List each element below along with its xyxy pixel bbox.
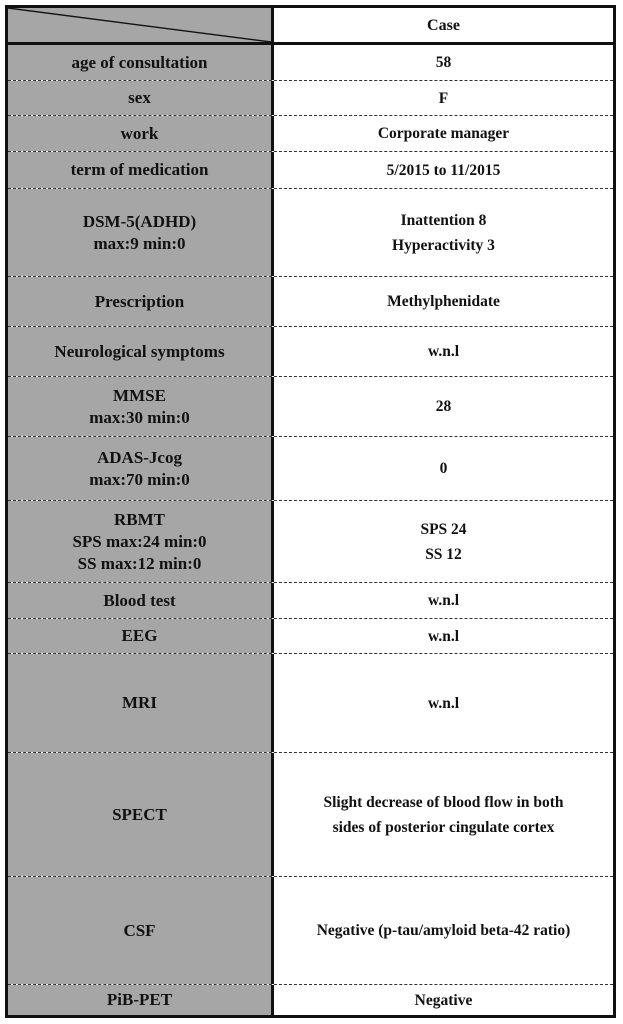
row-value: Negative xyxy=(274,985,613,1015)
row-label: SPECT xyxy=(8,753,274,876)
table-row-eeg xyxy=(8,619,613,654)
value-line: SS 12 xyxy=(425,545,462,563)
row-label xyxy=(8,377,274,436)
table-row-mmse xyxy=(8,377,613,437)
table-row-csf xyxy=(8,877,613,985)
row-value: 58 xyxy=(274,45,613,80)
row-label xyxy=(8,437,274,500)
row-label: Prescription xyxy=(8,277,274,326)
label-line: max:70 min:0 xyxy=(89,469,190,489)
row-label: term of medication xyxy=(8,152,274,188)
row-value: Negative (p-tau/amyloid beta-42 ratio) xyxy=(274,877,613,984)
row-value: 0 xyxy=(274,437,613,500)
label-line: max:9 min:0 xyxy=(93,233,186,253)
row-value: w.n.l xyxy=(274,619,613,653)
row-value xyxy=(274,753,613,876)
table-row-spect xyxy=(8,753,613,877)
row-label xyxy=(8,501,274,582)
row-value: 28 xyxy=(274,377,613,436)
row-label: age of consultation xyxy=(8,45,274,80)
label-line: MMSE xyxy=(113,385,166,405)
row-label xyxy=(8,189,274,276)
label-line: SS max:12 min:0 xyxy=(77,553,202,573)
table-row-rbmt xyxy=(8,501,613,583)
label-line: max:30 min:0 xyxy=(89,407,190,427)
row-label: MRI xyxy=(8,654,274,752)
row-value xyxy=(274,501,613,582)
table-row-age xyxy=(8,45,613,81)
table-row-mri xyxy=(8,654,613,753)
label-line: DSM-5(ADHD) xyxy=(82,211,197,231)
table-row-pib-pet xyxy=(8,985,613,1015)
table-row-adas-jcog xyxy=(8,437,613,501)
table-header-row xyxy=(8,8,613,45)
row-label: EEG xyxy=(8,619,274,653)
row-value: w.n.l xyxy=(274,327,613,376)
row-label: CSF xyxy=(8,877,274,984)
row-value xyxy=(274,189,613,276)
corner-cell xyxy=(8,8,274,42)
row-value: Corporate manager xyxy=(274,116,613,151)
table-row-sex xyxy=(8,81,613,116)
row-label: Blood test xyxy=(8,583,274,618)
value-line: sides of posterior cingulate cortex xyxy=(332,818,555,836)
diagonal-divider-icon xyxy=(8,8,271,42)
label-line: RBMT xyxy=(114,509,165,529)
case-table xyxy=(5,5,616,1018)
row-label: PiB-PET xyxy=(8,985,274,1015)
row-value: 5/2015 to 11/2015 xyxy=(274,152,613,188)
label-line: SPS max:24 min:0 xyxy=(72,531,207,551)
row-label: sex xyxy=(8,81,274,115)
table-row-work xyxy=(8,116,613,152)
row-value: w.n.l xyxy=(274,583,613,618)
row-value: F xyxy=(274,81,613,115)
row-label: work xyxy=(8,116,274,151)
table-row-blood-test xyxy=(8,583,613,619)
table-row-dsm5 xyxy=(8,189,613,277)
value-line: Hyperactivity 3 xyxy=(392,236,495,254)
row-value: w.n.l xyxy=(274,654,613,752)
table-row-neurological-symptoms xyxy=(8,327,613,377)
value-line: Slight decrease of blood flow in both xyxy=(323,793,564,811)
table-row-term-of-medication xyxy=(8,152,613,189)
case-column-header: Case xyxy=(274,8,613,42)
label-line: ADAS-Jcog xyxy=(96,447,182,467)
value-line: Inattention 8 xyxy=(400,211,487,229)
row-value: Methylphenidate xyxy=(274,277,613,326)
value-line: SPS 24 xyxy=(420,520,467,538)
table-row-prescription xyxy=(8,277,613,327)
row-label: Neurological symptoms xyxy=(8,327,274,376)
